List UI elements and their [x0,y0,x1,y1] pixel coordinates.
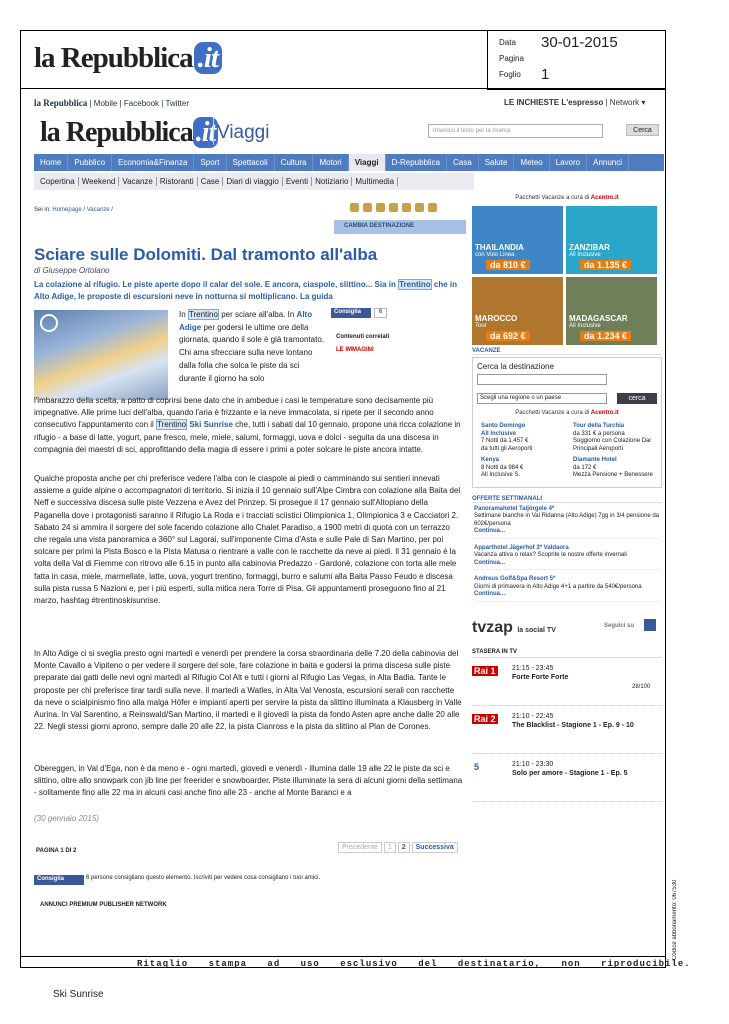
crumb-homepage[interactable]: Homepage [52,207,82,213]
heart-icon[interactable] [402,203,411,212]
tv-program[interactable]: 5 21:10 - 23:30 Solo per amore - Stagione 1 - Ep. 5 [472,760,662,802]
weekly-item[interactable]: Apparthotel Jägerhof 3* Valdaora Vacanza attiva o relax? Scoprite le nostre offerte invernali Continua... [474,545,660,571]
subnav-ristoranti[interactable]: Ristoranti [157,177,198,186]
clipping-label: Ski Sunrise [53,989,104,1000]
sub-nav [34,173,474,190]
mail-icon[interactable] [389,203,398,212]
next-button[interactable]: Successiva [412,842,458,853]
nav-d-repubblica[interactable]: D-Repubblica [386,154,447,171]
nav-economia[interactable]: Economia&Finanza [112,154,194,171]
images-link[interactable]: LE IMMAGINI [336,347,374,353]
offer-item[interactable]: Diamante Hotel da 172 € Mezza Pensione + Benessere [573,457,653,478]
top-bar: la Repubblica | Mobile | Facebook | Twitter [34,98,189,108]
sidebar [472,195,662,802]
related-heading: Contenuti correlati [336,334,390,340]
nav-viaggi[interactable]: Viaggi [349,154,386,171]
subnav-notiziario[interactable]: Notiziario [312,177,352,186]
consiglia-count: 6 [374,308,387,318]
nav-annunci[interactable]: Annunci [587,154,629,171]
highlight: Trentino [399,280,431,289]
stasera-heading: STASERA IN TV [472,649,662,658]
facebook-link[interactable]: Facebook [123,99,160,108]
cambia-destinazione-button[interactable]: CAMBIA DESTINAZIONE [334,220,466,234]
header-logo: la Repubblica .it [34,42,222,75]
tv-program[interactable]: Rai 2 21:10 - 22:45 The Blacklist - Stagione 1 - Ep. 9 - 10 [472,712,662,754]
abbonamento-code: Codice abbonamento: 067530 [672,879,678,960]
seguici-label: Seguici su [604,622,635,629]
nav-lavoro[interactable]: Lavoro [550,154,587,171]
zoom-icon[interactable] [40,314,58,332]
facebook-icon[interactable] [644,619,656,631]
article-intro: In Trentino per sciare all'alba. In Alto Adige per godersi le ultime ore della giornata, quando il sole è già tramontato. Chi ama sfrecciare sulla neve lontano dalla folla che solca le piste da sci durante il giorno ha solo [179,310,324,383]
vacanze-heading: VACANZE [472,348,662,355]
page-1[interactable]: 1 [384,842,396,853]
article-photo[interactable] [34,310,168,400]
tvzap-logo[interactable]: tvzap la social TV Seguici su [472,619,662,641]
foglio-label: Foglio [499,69,521,79]
weekly-item[interactable]: Andreus Golf&Spa Resort 5* Giorni di primavera in Alto Adige 4+1 a partire da 540€/persona Continua... [474,576,660,602]
nav-casa[interactable]: Casa [447,154,479,171]
print-icon[interactable] [363,203,372,212]
destination-input[interactable] [477,374,607,385]
main-nav [34,154,664,171]
bookmark-icon[interactable] [415,203,424,212]
nav-cultura[interactable]: Cultura [275,154,314,171]
settimanali-heading: OFFERTE SETTIMANALI [472,496,662,503]
globe-icon[interactable] [428,203,437,212]
crumb-vacanze[interactable]: Vacanze [86,207,110,213]
tile-zanzibar[interactable]: ZANZIBAR All Inclusive da 1.135 € [566,206,657,274]
subnav-weekend[interactable]: Weekend [79,177,120,186]
article-paragraph-4: Obereggen, in Val d'Ega, non è da meno e - ogni martedì, giovedì e venerdì - illumina dalle 19 alle 22 le piste da sci e slittino, oltre allo snowpark con jib line per freerider e snowboarder. Piste illuminate la sera di alcuni giorni della settimana - solitamente fino alle 22 ma in alcuni casi anche fino alle 23 - anche al Monte Baranci e a [34,764,463,798]
packet-tiles [472,206,662,345]
site-logo[interactable]: la Repubblica .it [40,117,218,149]
packet-header-2: Pacchetti Vacanze a cura di Acentro.it [515,410,619,416]
prev-button[interactable]: Precedente [338,842,382,853]
offer-item[interactable]: Tour della Turchia da 331 € a persona Soggiorno con Colazione Dai Principali Aeroporti [573,423,651,452]
text-size-icon[interactable] [376,203,385,212]
cerca-button[interactable]: cerca [617,393,657,404]
article-lead: La colazione al rifugio. Le piste aperte dopo il calar del sole. E ancora, ciaspole, slittino... Sia in Trentino che in Alto Adige, le proposte di escursioni neve in notturna si moltiplicano. La guida [34,280,457,301]
nav-pubblico[interactable]: Pubblico [68,154,112,171]
section-title: Viaggi [217,122,270,143]
subnav-diari[interactable]: Diari di viaggio [223,177,282,186]
ads-heading: ANNUNCI PREMIUM PUBLISHER NETWORK [40,902,167,908]
divider [20,88,666,89]
nav-sport[interactable]: Sport [194,154,226,171]
tile-madagascar[interactable]: MADAGASCAR All Inclusive da 1.234 € [566,277,657,345]
mobile-link[interactable]: Mobile [93,99,118,108]
subnav-copertina[interactable]: Copertina [37,177,79,186]
page-indicator: PAGINA 1 DI 2 [36,848,77,854]
tv-program[interactable]: Rai 1 21:15 - 23:45 Forte Forte Forte 28/100 [472,664,662,706]
network-bar: LE INCHIESTE L'espresso | Network ▾ [504,98,646,107]
subnav-multimedia[interactable]: Multimedia [352,177,398,186]
small-logo[interactable]: la Repubblica [34,98,88,108]
search-input[interactable]: Inserisci il testo per la ricerca [428,124,603,138]
breadcrumb: Sei in: Homepage / Vacanze / [34,207,113,213]
divider [213,117,214,145]
rai1-logo: Rai 1 [474,665,496,676]
destination-label: Cerca la destinazione [477,362,554,371]
data-label: Data [499,37,516,47]
nav-spettacoli[interactable]: Spettacoli [227,154,275,171]
article-paragraph-2: Qualche proposta anche per chi preferisce vedere l'alba con le ciaspole ai piedi o camminando sui sentieri innevati assieme a guide alpine o accompagnatori di territorio. Si inizia il 10 gennaio sull'Alpe Cimbra con colazione alla Baita del Neff e successiva discesa sulle piste Vezzena e Avez del Prinzep. Si prosegue il 17 gennaio sull'Altopiano della Paganella dove i protagonisti saranno il Rifugio La Roda e i tracciati sciistici Olimpionica 1, Olimpionica 3 e Cacciatori 2. Sabato 24 si ammira il sorgere del sole facendo colazione allo Chalet Paradiso, a 1900 metri di quota con un terrazzo che regala una vista panoramica a 360° sul Lagorai, sull'imponente Cima d'Asta e sulle Pale di San Martino, per poi solcare per primi la Pista Bosco e la Pista Matusa o rientrare a valle con le racchette da neve ai piedi. Il 31 gennaio è la volta della Val di Fiemme con ritrovo alle 6.15 in punto alla cabinovia Predazzo - Gardonè, colazione con torta alle mele fatta in casa, miele, marmellate, latte, uova, yogurt trentino, formaggi, burro e salumi alla Baita Passo Feudo e discesa sulla pista russa 5 Nazioni e, per i più esperti, sulla mitica nera Torre di Pisa. Gli appuntamenti proseguono fino al 21 marzo, hashtag #trentinoskisunrise. [34,474,461,606]
tile-marocco[interactable]: MAROCCO Tour da 692 € [472,277,563,345]
facebook-consiglia-button[interactable]: Consiglia [331,308,371,318]
nav-meteo[interactable]: Meteo [514,154,549,171]
share-icon[interactable] [350,203,359,212]
partner-logos[interactable]: LE INCHIESTE L'espresso [504,98,604,107]
data-value: 30-01-2015 [541,33,618,51]
nav-motori[interactable]: Motori [313,154,348,171]
subnav-vacanze[interactable]: Vacanze [119,177,157,186]
packet-header: Pacchetti Vacanze a cura di Acentro.it [515,195,619,201]
article-paragraph-1: l'imbarazzo della scelta, a patto di coprirsi bene dato che in ambedue i casi le temperature sono decisamente più impegnative. Alle prime luci dell'alba, quando l'aria è frizzante e la neve immacolata, si ripete per il secondo anno consecutivo l'appuntamento con il Trentino Ski Sunrise che, tutti i sabati dal 10 gennaio, propone una ricca colazione in rifugio - a base di latte, yogurt, pane fresco, mele, miele, salumi, formaggi, uova e dolci - seguita da una discesa in compagnia dei maestri di sci, approfittando della magia di essere i primi a poter solcare le piste ancora intatte. [34,396,461,454]
facebook-text: 6 persone consigliano questo elemento. Iscriviti per vedere cosa consigliano i tuoi amici. [86,875,321,881]
divider [20,956,666,957]
article-title: Sciare sulle Dolomiti. Dal tramonto all'alba [34,245,378,264]
destination-search [472,357,662,488]
search-button[interactable]: Cerca [626,124,659,136]
share-tools [350,203,465,215]
subnav-case[interactable]: Case [198,177,224,186]
offer-item[interactable]: Kenya 8 Notti da 984 € All Inclusive S. [481,457,524,478]
rai2-logo: Rai 2 [474,713,496,724]
canale5-logo: 5 [474,761,480,772]
foglio-value: 1 [541,65,550,83]
tile-thailandia[interactable]: THAILANDIA con Volo Linea da 810 € [472,206,563,274]
pagination [338,842,458,853]
nav-salute[interactable]: Salute [479,154,515,171]
webpage [30,90,665,925]
weekly-item[interactable]: Panoramahotel Taljörgele 4* Settimane bianche in Val Ridanna (Alto Adige) 7gg in 3/4 pensione da 602€/persona Continua... [474,506,660,539]
clipping-meta [487,30,666,90]
region-select[interactable]: Scegli una regione o un paese [477,393,607,404]
facebook-consiglia-button-2[interactable]: Consiglia [34,875,84,885]
page-2[interactable]: 2 [398,842,410,853]
offer-item[interactable]: Santo Domingo All Inclusive 7 Notti da 1.457 € da tutti gli Aeroporti [481,423,533,452]
nav-home[interactable]: Home [34,154,68,171]
twitter-link[interactable]: Twitter [165,99,189,108]
article-date: (30 gennaio 2015) [34,814,99,823]
article-author: di Giuseppe Ortolano [34,266,110,275]
offers-grid [477,420,657,483]
network-menu[interactable]: Network ▾ [609,98,646,107]
subnav-eventi[interactable]: Eventi [283,177,312,186]
weekly-offers [472,503,662,611]
pagina-label: Pagina [499,53,524,63]
article-paragraph-3: In Alto Adige ci si sveglia presto ogni martedì e venerdì per prendere la corsa straordinaria delle 7.20 della cabinovia del Monte Cavallo a Vipiteno o per vedere il sorgere del sole, fare colazione in baita e godersi la prima discesa sulle piste preparate dai gatti delle nevi ogni martedì al Rifugio Col Alt e tutti i giorni al Rifugio Las Vegas, in Alta Badia. Tante le proposte per chi preferisce tirar tardi sulla neve. Il martedì a Watles, in Alta Val Venosta, escursioni serali con racchette da neve o scialpinismo fino alla malga Höfer e impianti aperti per servire la pista da slittino illuminata a Klausberg in Valle Aurina. In Val Sarentino, a Reinswald/San Martino, il martedì e il giovedì la pista da fondo Asten apre anche dalle 20 alle 22. Negli stessi giorni aprono, sempre dalle 20 alle 22, la pista Cianross e la pista da slittino al Plan de Corones. [34,649,462,732]
footer-disclaimer: Ritaglio stampa ad uso esclusivo del destinatario, non riproducibile. [137,959,691,969]
